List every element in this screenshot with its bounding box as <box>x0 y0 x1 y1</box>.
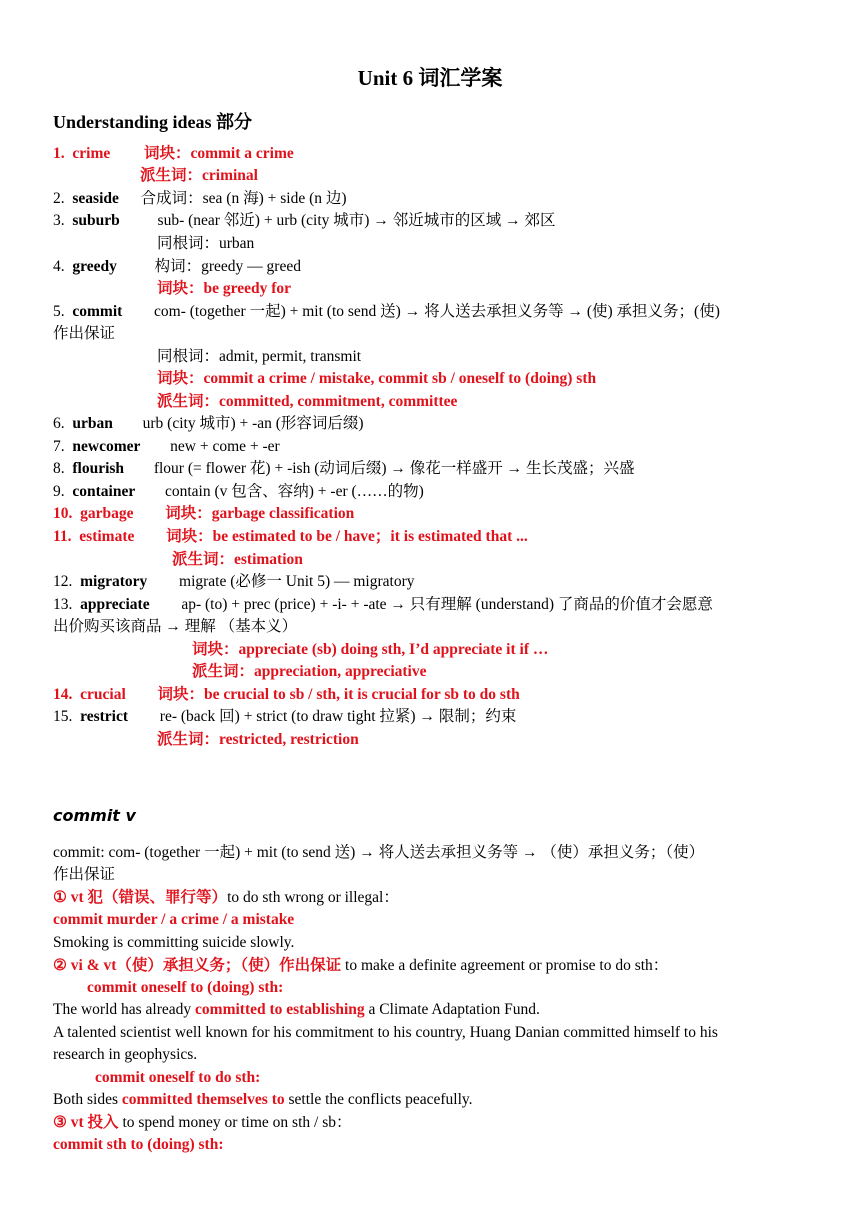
entry-5-root: 同根词：admit, permit, transmit <box>157 348 362 365</box>
entry-13-chunk: 词块：appreciate (sb) doing sth, I’d appreciate it if … <box>192 641 549 658</box>
entry-number: 8. <box>53 460 65 477</box>
entry-text: com- (together 一起) + mit (to send 送) → 将人送去承担义务等 → (使) 承担义务；(使) <box>154 303 720 320</box>
entry-number: 11. <box>53 528 72 545</box>
entry-number: 4. <box>53 258 65 275</box>
entry-5-text-cont: 作出保证 <box>53 325 116 342</box>
entry-1 <box>53 143 294 165</box>
entry-word: crucial <box>80 686 126 703</box>
entry-word: crime <box>72 145 111 162</box>
commit-intro-cont: 作出保证 <box>53 866 116 883</box>
entry-chunk: 词块：be estimated to be / have；it is estimated that ... <box>166 528 528 545</box>
entry-11-derived: 派生词：estimation <box>172 551 303 568</box>
sense-2-example-3 <box>53 1089 473 1111</box>
entry-text: sub- (near 邻近) + urb (city 城市) → 邻近城市的区域 → 郊区 <box>157 212 556 229</box>
entry-text: new + come + -er <box>170 438 280 455</box>
entry-chunk: 词块：garbage classification <box>165 505 355 522</box>
entry-3-root: 同根词：urban <box>157 235 255 252</box>
entry-6 <box>53 413 364 435</box>
entry-number: 7. <box>53 438 65 455</box>
entry-text: urb (city 城市) + -an (形容词后缀) <box>142 415 364 432</box>
commit-intro: commit: com- (together 一起) + mit (to send 送) → 将人送去承担义务等 → （使）承担义务；（使） <box>53 844 705 861</box>
example-highlight: committed themselves to <box>121 1091 285 1108</box>
entry-11 <box>53 526 528 548</box>
entry-8 <box>53 458 635 480</box>
entry-word: seaside <box>72 190 119 207</box>
entry-text: ap- (to) + prec (price) + -i- + -ate → 只有理解 (understand) 了商品的价值才会愿意 <box>181 596 713 613</box>
entry-12 <box>53 571 414 593</box>
sense-1-phrase: commit murder / a crime / a mistake <box>53 911 295 928</box>
sense-1-heading <box>53 887 399 909</box>
entry-number: 14. <box>53 686 73 703</box>
sense-3-definition: to spend money or time on sth / sb： <box>118 1114 352 1131</box>
sense-2-heading <box>53 955 668 977</box>
sense-1-definition: to do sth wrong or illegal： <box>227 889 399 906</box>
entry-13 <box>53 594 713 616</box>
entry-5 <box>53 301 720 323</box>
entry-word: commit <box>72 303 123 320</box>
entry-number: 6. <box>53 415 65 432</box>
entry-1-derived: 派生词：criminal <box>140 167 258 184</box>
sense-3-phrase: commit sth to (doing) sth: <box>53 1136 224 1153</box>
entry-number: 9. <box>53 483 65 500</box>
entry-number: 1. <box>53 145 65 162</box>
entry-13-derived: 派生词：appreciation, appreciative <box>192 663 427 680</box>
entry-chunk: 词块：commit a crime <box>143 145 294 162</box>
entry-word: newcomer <box>72 438 141 455</box>
sense-1-label: ① vt 犯（错误、罪行等） <box>53 889 228 906</box>
entry-word: greedy <box>72 258 117 275</box>
entry-5-chunk: 词块：commit a crime / mistake, commit sb / oneself to (doing) sth <box>157 370 597 387</box>
sense-3-heading <box>53 1112 351 1134</box>
entry-5-derived: 派生词：committed, commitment, committee <box>157 393 458 410</box>
entry-word: garbage <box>80 505 134 522</box>
commit-heading: commit v <box>53 806 136 825</box>
entry-number: 15. <box>53 708 73 725</box>
example-text: settle the conflicts peacefully. <box>284 1091 473 1108</box>
sense-1-example: Smoking is committing suicide slowly. <box>53 934 295 951</box>
sense-2-phrase-2: commit oneself to do sth: <box>95 1069 261 1086</box>
entry-text: contain (v 包含、容纳) + -er (……的物) <box>164 483 424 500</box>
entry-word: urban <box>72 415 113 432</box>
entry-word: estimate <box>79 528 135 545</box>
entry-7 <box>53 436 280 458</box>
entry-3 <box>53 210 555 232</box>
entry-word: appreciate <box>80 596 150 613</box>
entry-10 <box>53 503 354 525</box>
entry-word: container <box>72 483 136 500</box>
entry-text: migrate (必修一 Unit 5) — migratory <box>179 573 415 590</box>
sense-2-definition: to make a definite agreement or promise to do sth： <box>341 957 669 974</box>
entry-word: suburb <box>72 212 120 229</box>
entry-4 <box>53 256 301 278</box>
example-text: a Climate Adaptation Fund. <box>364 1001 540 1018</box>
entry-number: 12. <box>53 573 73 590</box>
entry-15-derived: 派生词：restricted, restriction <box>157 731 359 748</box>
sense-3-label: ③ vt 投入 <box>53 1114 119 1131</box>
entry-word: restrict <box>80 708 129 725</box>
entry-15 <box>53 706 516 728</box>
entry-word: flourish <box>72 460 125 477</box>
entry-text: 合成词：sea (n 海) + side (n 边) <box>140 190 347 207</box>
entry-9 <box>53 481 424 503</box>
example-text: Both sides <box>53 1091 122 1108</box>
entry-word: migratory <box>80 573 148 590</box>
entry-number: 13. <box>53 596 73 613</box>
sense-2-example-2-cont: research in geophysics. <box>53 1046 198 1063</box>
entry-text: flour (= flower 花) + -ish (动词后缀) → 像花一样盛开 → 生长茂盛；兴盛 <box>153 460 635 477</box>
page-title: Unit 6 词汇学案 <box>357 66 503 90</box>
entry-13-text-cont: 出价购买该商品 → 理解 （基本义） <box>53 618 298 635</box>
example-text: The world has already <box>53 1001 196 1018</box>
entry-number: 2. <box>53 190 65 207</box>
sense-2-label: ② vi & vt（使）承担义务；（使）作出保证 <box>53 957 342 974</box>
entry-number: 3. <box>53 212 65 229</box>
entry-4-chunk: 词块：be greedy for <box>157 280 292 297</box>
sense-2-example-2: A talented scientist well known for his commitment to his country, Huang Danian committed himself to his <box>53 1024 718 1041</box>
entry-text: 构词：greedy — greed <box>154 258 301 275</box>
entry-2 <box>53 188 347 210</box>
entry-number: 5. <box>53 303 65 320</box>
sense-2-example-1 <box>53 999 540 1021</box>
entry-chunk: 词块：be crucial to sb / sth, it is crucial for sb to do sth <box>157 686 520 703</box>
sense-2-phrase-1: commit oneself to (doing) sth: <box>87 979 284 996</box>
entry-14 <box>53 684 520 706</box>
example-highlight: committed to establishing <box>195 1001 365 1018</box>
section-heading: Understanding ideas 部分 <box>53 112 253 132</box>
entry-text: re- (back 回) + strict (to draw tight 拉紧) → 限制；约束 <box>159 708 517 725</box>
entry-number: 10. <box>53 505 73 522</box>
